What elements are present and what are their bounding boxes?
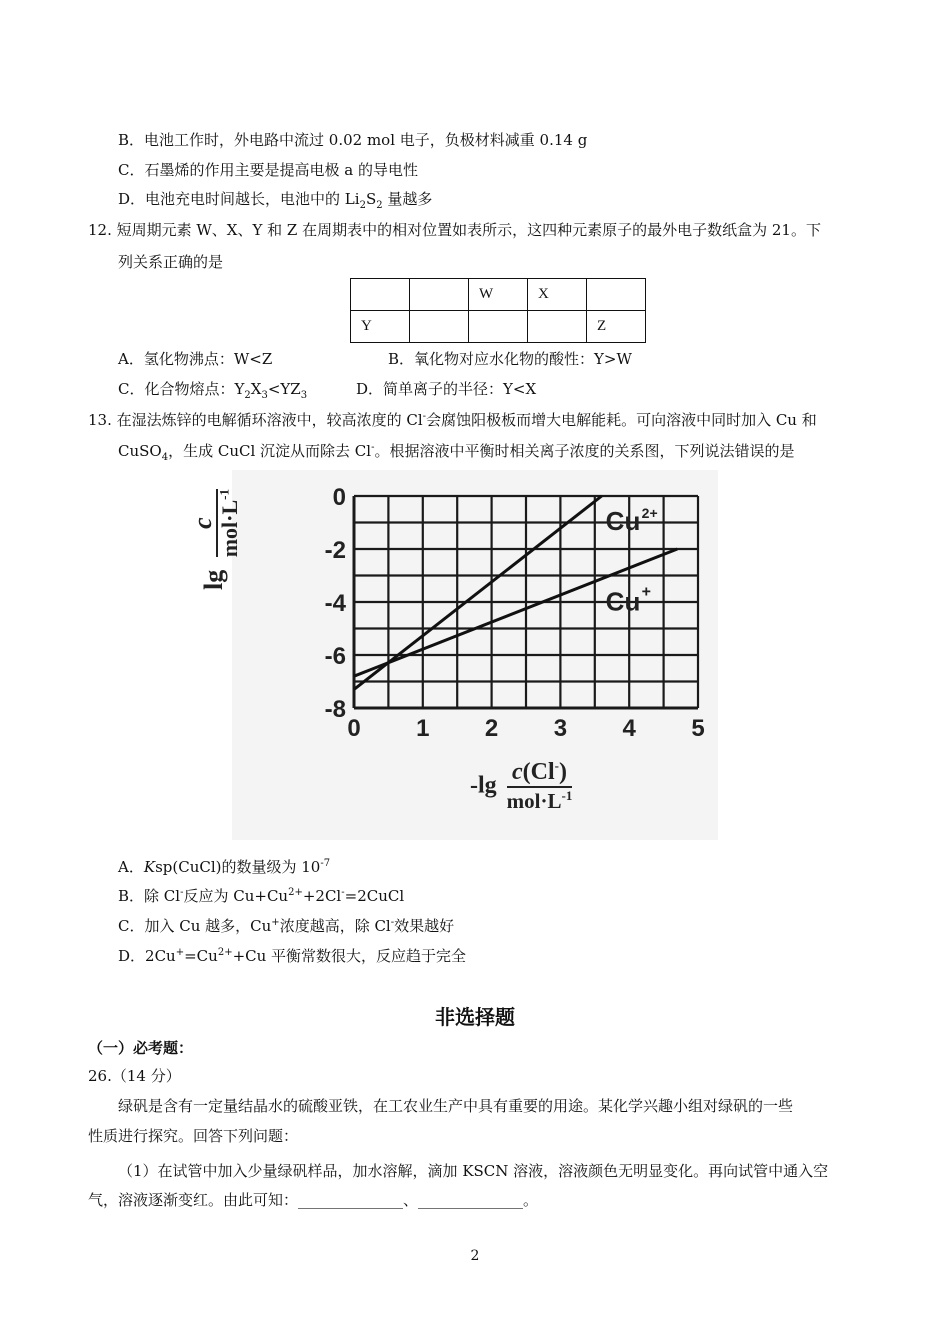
q13-option-b: B．除 Cl-反应为 $Cu+Cu^{2+}+2Cl^-=2CuCl$	[118, 887, 405, 905]
y-tick-label: -4	[324, 590, 346, 617]
table-cell	[351, 279, 410, 311]
table-cell	[410, 311, 469, 343]
x-tick-label: 3	[553, 715, 568, 742]
x-tick-label: 4	[622, 715, 636, 742]
y-tick-label: -8	[324, 696, 346, 723]
x-tick-label: 0	[347, 715, 361, 742]
q13-option-a: A．Ksp(CuCl)的数量级为 $10^{-7}$	[118, 858, 331, 876]
q13-option-d: D．$2Cu^+=Cu^{2+}+Cu$ 平衡常数很大，反应趋于完全	[118, 947, 467, 965]
q12-option-a: A．氢化物沸点：W<Z	[118, 350, 273, 368]
q12-option-b: B．氧化物对应水化物的酸性：Y>W	[388, 350, 632, 368]
q26-part1-line1: （1）在试管中加入少量绿矾样品，加水溶解，滴加 KSCN 溶液，溶液颜色无明显变化。再向试管中通入空	[118, 1162, 829, 1180]
q11-option-d: D．电池充电时间越长，电池中的 $Li_2S_2$ 量越多	[118, 190, 433, 211]
table-cell: W	[469, 279, 528, 311]
table-cell	[587, 279, 646, 311]
table-cell	[410, 279, 469, 311]
page-number: 2	[470, 1248, 480, 1264]
q11-option-b: B．电池工作时，外电路中流过 0.02 mol 电子，负极材料减重 0.14 g	[118, 131, 588, 149]
q12-option-c: C．化合物熔点：$Y_2X_3<YZ_3$	[118, 380, 308, 401]
q13-option-c: C．加入 Cu 越多，Cu+浓度越高，除 Cl-效果越好	[118, 917, 455, 935]
table-cell	[528, 311, 587, 343]
series-label-cu2plus: Cu	[605, 505, 641, 536]
table-cell: Z	[587, 311, 646, 343]
q13-stem-line2: CuSO$_4$，生成 CuCl 沉淀从而除去 Cl-。根据溶液中平衡时相关离子浓度的关系图，下列说法错误的是	[118, 442, 795, 463]
q26-part1-line2: 气，溶液逐渐变红。由此可知：______________、______________。	[88, 1191, 539, 1209]
q12-option-d: D．简单离子的半径：Y<X	[356, 380, 537, 398]
q12-stem-line1: 12. 短周期元素 W、X、Y 和 Z 在周期表中的相对位置如表所示，这四种元素原子的最外电子数纸盒为 21。下	[88, 221, 821, 239]
series-label-cuplus: Cu	[605, 586, 641, 617]
series-label-cu2plus-charge: 2+	[641, 504, 658, 521]
x-tick-label: 5	[691, 715, 705, 742]
series-label-cuplus-charge: +	[641, 583, 652, 601]
q12-stem-line2: 列关系正确的是	[118, 253, 224, 271]
periodic-table-fragment	[350, 278, 646, 343]
y-tick-label: -2	[324, 537, 346, 564]
q11-option-c: C．石墨烯的作用主要是提高电极 a 的导电性	[118, 161, 418, 179]
section-title: 非选择题	[435, 1005, 515, 1029]
x-tick-label: 2	[484, 715, 499, 742]
y-axis-title: lg c $mol\cdot L^{-1}$	[188, 488, 242, 590]
q26-header: 26.（14 分）	[88, 1067, 181, 1085]
x-tick-label: 1	[416, 715, 430, 742]
q26-paragraph1-line2: 性质进行探究。回答下列问题：	[88, 1127, 299, 1145]
table-cell: X	[528, 279, 587, 311]
y-tick-label: -6	[324, 643, 346, 670]
table-cell	[469, 311, 528, 343]
subsection-title: （一）必考题：	[88, 1039, 194, 1057]
q13-stem-line1: 13. 在湿法炼锌的电解循环溶液中，较高浓度的 Cl-会腐蚀阳极板而增大电解能耗。可向溶液中同时加入 Cu 和	[88, 411, 817, 429]
y-tick-label: 0	[332, 484, 346, 511]
x-axis-title: -lg c(Cl-) $mol\cdot L^{-1}$	[470, 758, 573, 813]
q26-paragraph1-line1: 绿矾是含有一定量结晶水的硫酸亚铁，在工农业生产中具有重要的用途。某化学兴趣小组对绿矾的一些	[118, 1097, 794, 1115]
table-cell: Y	[351, 311, 410, 343]
